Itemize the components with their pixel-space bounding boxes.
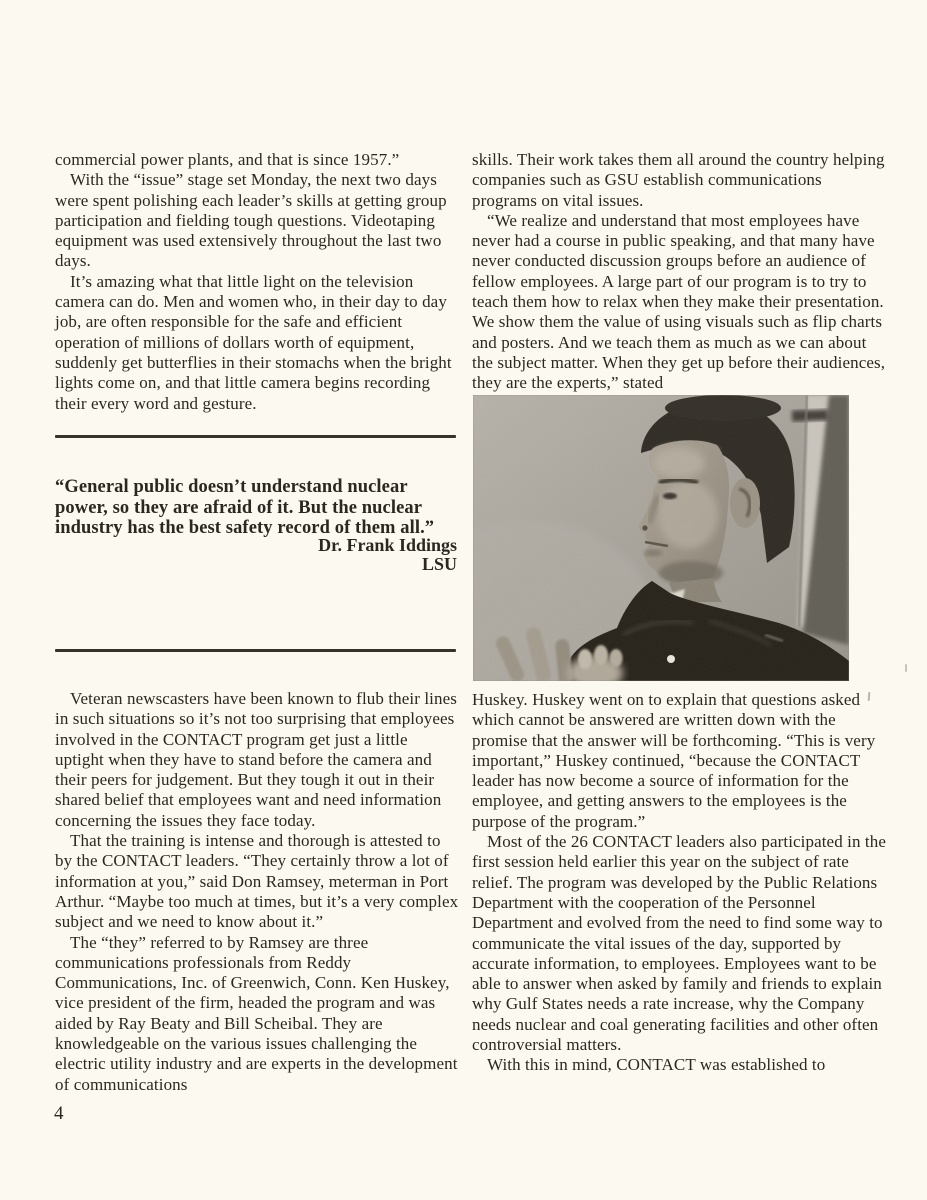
pull-quote-text: “General public doesn’t understand nuclear power, so they are afraid of it. But the nuclear industry has the best safety record of them all.” xyxy=(55,477,435,539)
left-column-top-block xyxy=(55,150,460,414)
paragraph: Huskey. Huskey went on to explain that questions asked which cannot be answered are written down with the promise that the answer will be forthcoming. “This is very important,” Huskey continued, “because the CONTACT leader has now become a source of information for the employee, and getting answers to the employees is the purpose of the program.” xyxy=(472,690,876,831)
right-column-top-block xyxy=(472,150,886,394)
pull-quote-bottom-rule xyxy=(55,649,456,652)
pull-quote-affiliation: LSU xyxy=(421,554,457,575)
paragraph: It’s amazing what that little light on the television camera can do. Men and women who, in their day to day job, are often responsible for the safe and efficient operation of millions of dollars worth of equipment, suddenly get butterflies in their stomachs when the bright lights come on, and that little camera begins recording their every word and gesture. xyxy=(55,271,452,413)
paragraph: With this in mind, CONTACT was established to xyxy=(487,1055,826,1075)
paragraph: The “they” referred to by Ramsey are three communications professionals from Reddy Communications, Inc. of Greenwich, Conn. Ken Huskey, vice president of the firm, headed the program and was aided by Ray Beaty and Bill Scheibal. They are knowledgeable on the various issues challenging the electric utility industry and are experts in the development of communications xyxy=(55,932,458,1094)
paragraph: That the training is intense and thorough is attested to by the CONTACT leaders. “They certainly throw a lot of information at you,” said Don Ramsey, meterman in Port Arthur. “Maybe too much at times, but it’s a very complex subject and we need to know about it.” xyxy=(55,831,459,932)
paragraph: Veteran newscasters have been known to flub their lines in such situations so it’s not too surprising that employees involved in the CONTACT program get just a little uptight when they have to stand before the camera and their peers for judgement. But they tough it out in their shared belief that employees want and need information concerning the issues they face today. xyxy=(55,689,457,830)
pull-quote xyxy=(55,477,457,575)
paragraph: commercial power plants, and that is since 1957.” xyxy=(55,150,400,169)
left-column-bottom-block xyxy=(55,689,460,1095)
right-column-bottom-block xyxy=(472,690,886,1076)
page-number: 4 xyxy=(54,1103,64,1124)
paragraph: With the “issue” stage set Monday, the next two days were spent polishing each leader’s skills at getting group participation and fielding tough questions. Videotaping equipment was used extensively throughout the last two days. xyxy=(55,170,447,271)
paragraph: skills. Their work takes them all around the country helping companies such as GSU establish communications programs on vital issues. xyxy=(472,150,885,210)
paragraph: “We realize and understand that most employees have never had a course in public speaking, and that many have never conducted discussion groups before an audience of fellow employees. A large part of our program is to try to teach them how to relax when they make their presentation. We show them the value of using visuals such as flip charts and posters. And we teach them as much as we can about the subject matter. When they get up before their audiences, they are the experts,” stated xyxy=(472,210,886,393)
pull-quote-attribution: Dr. Frank Iddings xyxy=(318,534,457,555)
photo-ken-huskey xyxy=(473,395,849,681)
scan-artifact xyxy=(905,664,907,672)
pull-quote-top-rule xyxy=(55,435,456,438)
paragraph: Most of the 26 CONTACT leaders also participated in the first session held earlier this year on the subject of rate relief. The program was developed by the Public Relations Department with the cooperation of the Personnel Department and evolved from the need to find some way to communicate the vital issues of the day, supported by accurate information, to employees. Employees want to be able to answer when asked by family and friends to explain why Gulf States needs a rate increase, why the Company needs nuclear and coal generating facilities and other often controversial matters. xyxy=(472,832,886,1055)
